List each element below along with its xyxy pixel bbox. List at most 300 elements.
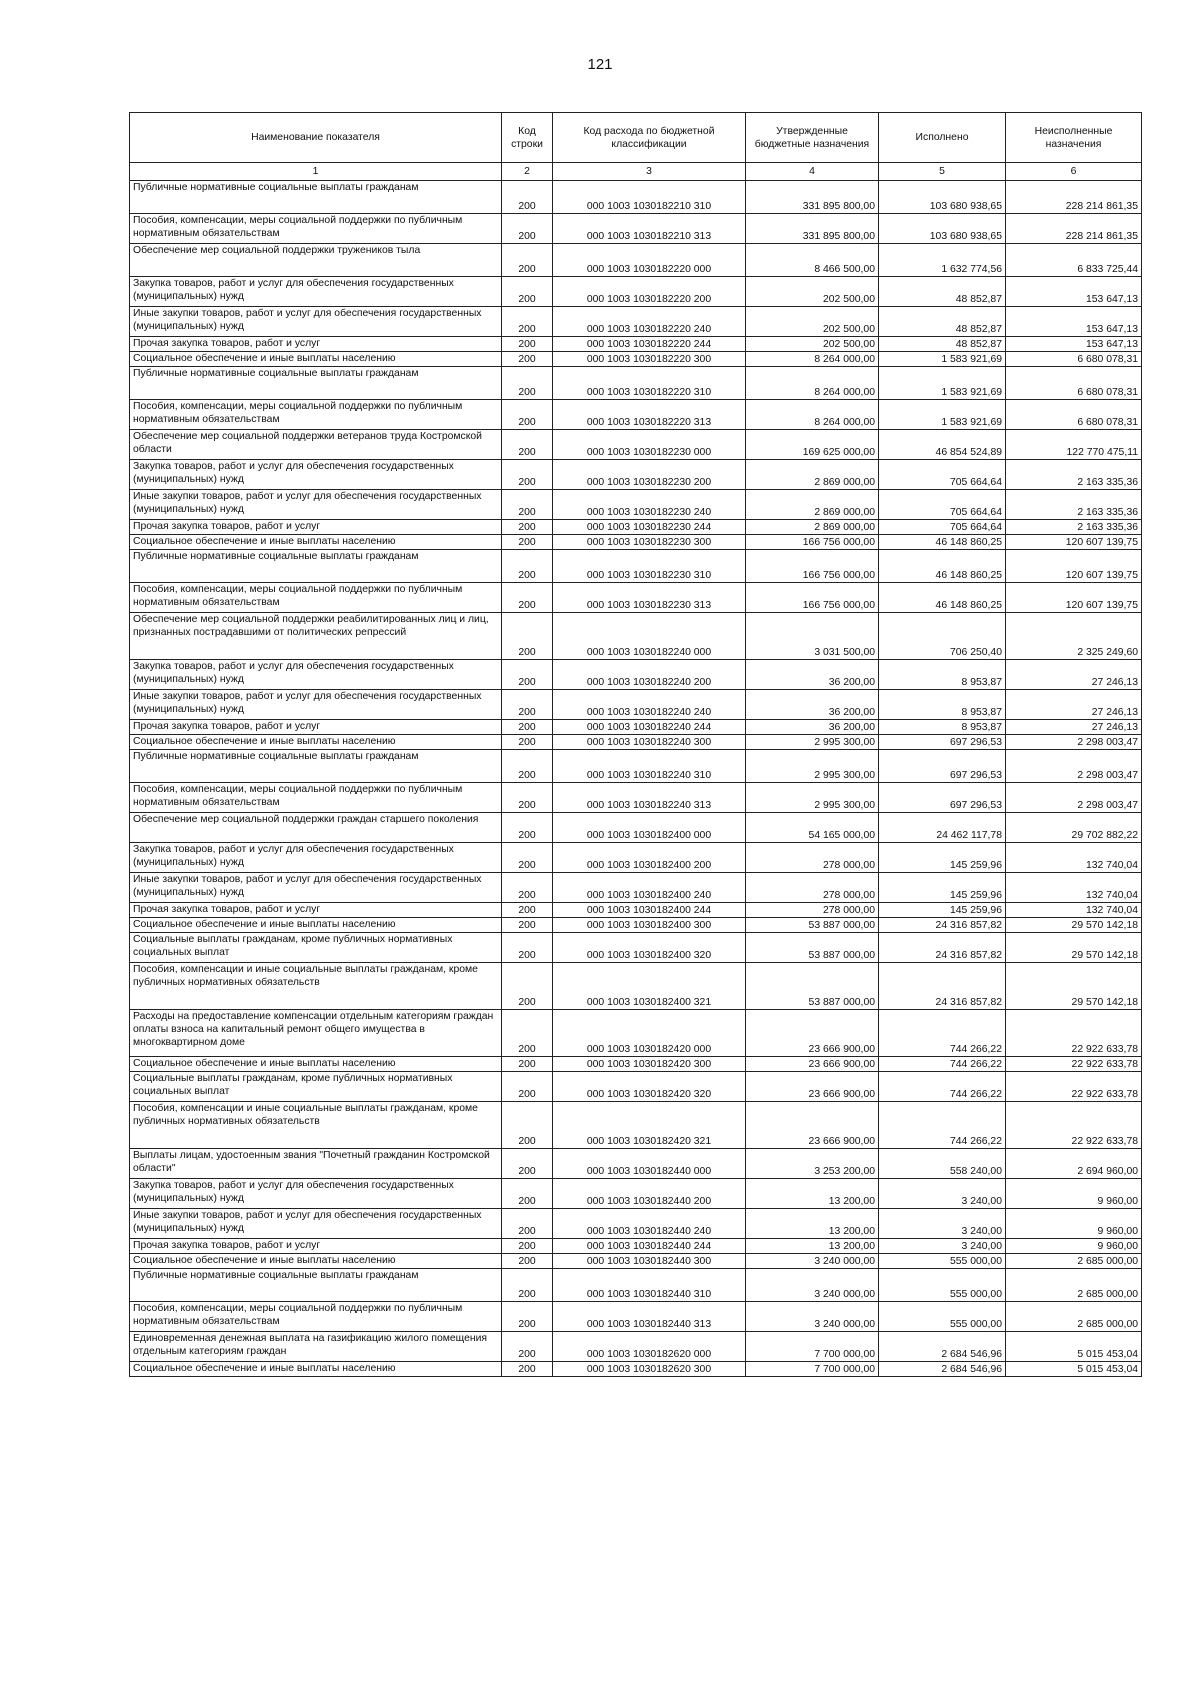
unexecuted-amount: 120 607 139,75 — [1006, 583, 1142, 613]
table-row — [130, 783, 1142, 813]
approved-amount: 23 666 900,00 — [746, 1010, 879, 1057]
line-code: 200 — [502, 1057, 553, 1072]
unexecuted-amount: 22 922 633,78 — [1006, 1102, 1142, 1149]
unexecuted-amount: 2 163 335,36 — [1006, 520, 1142, 535]
budget-code: 000 1003 1030182440 200 — [553, 1179, 746, 1209]
unexecuted-amount: 122 770 475,11 — [1006, 430, 1142, 460]
indicator-name: Социальное обеспечение и иные выплаты населению — [130, 535, 502, 550]
line-code: 200 — [502, 843, 553, 873]
line-code: 200 — [502, 520, 553, 535]
table-row — [130, 520, 1142, 535]
table-row — [130, 963, 1142, 1010]
unexecuted-amount: 27 246,13 — [1006, 690, 1142, 720]
budget-code: 000 1003 1030182400 200 — [553, 843, 746, 873]
approved-amount: 36 200,00 — [746, 690, 879, 720]
budget-code: 000 1003 1030182400 240 — [553, 873, 746, 903]
budget-code: 000 1003 1030182210 313 — [553, 214, 746, 244]
line-code: 200 — [502, 613, 553, 660]
indicator-name: Социальное обеспечение и иные выплаты населению — [130, 1057, 502, 1072]
table-row — [130, 550, 1142, 583]
indicator-name: Социальное обеспечение и иные выплаты населению — [130, 735, 502, 750]
indicator-name: Иные закупки товаров, работ и услуг для обеспечения государственных (муниципальных) нужд — [130, 690, 502, 720]
budget-code: 000 1003 1030182220 313 — [553, 400, 746, 430]
line-code: 200 — [502, 400, 553, 430]
executed-amount: 744 266,22 — [879, 1057, 1006, 1072]
indicator-name: Публичные нормативные социальные выплаты гражданам — [130, 750, 502, 783]
unexecuted-amount: 153 647,13 — [1006, 277, 1142, 307]
unexecuted-amount: 6 680 078,31 — [1006, 367, 1142, 400]
table-row — [130, 918, 1142, 933]
budget-code: 000 1003 1030182420 000 — [553, 1010, 746, 1057]
approved-amount: 23 666 900,00 — [746, 1072, 879, 1102]
budget-code: 000 1003 1030182230 310 — [553, 550, 746, 583]
budget-code: 000 1003 1030182420 320 — [553, 1072, 746, 1102]
budget-code: 000 1003 1030182400 300 — [553, 918, 746, 933]
approved-amount: 202 500,00 — [746, 307, 879, 337]
budget-code: 000 1003 1030182230 244 — [553, 520, 746, 535]
executed-amount: 145 259,96 — [879, 873, 1006, 903]
header-executed: Исполнено — [879, 113, 1006, 163]
unexecuted-amount: 2 298 003,47 — [1006, 750, 1142, 783]
approved-amount: 278 000,00 — [746, 903, 879, 918]
budget-code: 000 1003 1030182440 313 — [553, 1302, 746, 1332]
column-number: 3 — [553, 163, 746, 181]
table-row — [130, 244, 1142, 277]
table-row — [130, 337, 1142, 352]
line-code: 200 — [502, 244, 553, 277]
budget-code: 000 1003 1030182240 244 — [553, 720, 746, 735]
unexecuted-amount: 228 214 861,35 — [1006, 214, 1142, 244]
unexecuted-amount: 2 298 003,47 — [1006, 783, 1142, 813]
line-code: 200 — [502, 1302, 553, 1332]
executed-amount: 46 148 860,25 — [879, 583, 1006, 613]
table-row — [130, 933, 1142, 963]
line-code: 200 — [502, 1209, 553, 1239]
budget-code: 000 1003 1030182230 200 — [553, 460, 746, 490]
unexecuted-amount: 22 922 633,78 — [1006, 1010, 1142, 1057]
table-row — [130, 460, 1142, 490]
budget-code: 000 1003 1030182240 313 — [553, 783, 746, 813]
budget-code: 000 1003 1030182440 000 — [553, 1149, 746, 1179]
indicator-name: Закупка товаров, работ и услуг для обеспечения государственных (муниципальных) нужд — [130, 277, 502, 307]
executed-amount: 705 664,64 — [879, 490, 1006, 520]
unexecuted-amount: 120 607 139,75 — [1006, 550, 1142, 583]
indicator-name: Пособия, компенсации и иные социальные выплаты гражданам, кроме публичных нормативных обязательств — [130, 1102, 502, 1149]
line-code: 200 — [502, 1149, 553, 1179]
indicator-name: Пособия, компенсации, меры социальной поддержки по публичным нормативным обязательствам — [130, 783, 502, 813]
line-code: 200 — [502, 1179, 553, 1209]
indicator-name: Закупка товаров, работ и услуг для обеспечения государственных (муниципальных) нужд — [130, 460, 502, 490]
executed-amount: 705 664,64 — [879, 460, 1006, 490]
executed-amount: 24 316 857,82 — [879, 963, 1006, 1010]
header-name: Наименование показателя — [130, 113, 502, 163]
executed-amount: 8 953,87 — [879, 690, 1006, 720]
unexecuted-amount: 29 570 142,18 — [1006, 933, 1142, 963]
budget-code: 000 1003 1030182400 320 — [553, 933, 746, 963]
table-row — [130, 1362, 1142, 1377]
table-body — [130, 181, 1142, 1377]
executed-amount: 3 240,00 — [879, 1179, 1006, 1209]
approved-amount: 53 887 000,00 — [746, 918, 879, 933]
budget-code: 000 1003 1030182220 244 — [553, 337, 746, 352]
header-row — [130, 113, 1142, 163]
approved-amount: 3 031 500,00 — [746, 613, 879, 660]
approved-amount: 13 200,00 — [746, 1179, 879, 1209]
unexecuted-amount: 6 833 725,44 — [1006, 244, 1142, 277]
header-line-code: Код строки — [502, 113, 553, 163]
column-number: 5 — [879, 163, 1006, 181]
indicator-name: Пособия, компенсации, меры социальной поддержки по публичным нормативным обязательствам — [130, 400, 502, 430]
table-row — [130, 613, 1142, 660]
unexecuted-amount: 5 015 453,04 — [1006, 1362, 1142, 1377]
executed-amount: 706 250,40 — [879, 613, 1006, 660]
column-number: 1 — [130, 163, 502, 181]
line-code: 200 — [502, 918, 553, 933]
budget-code: 000 1003 1030182230 300 — [553, 535, 746, 550]
approved-amount: 23 666 900,00 — [746, 1057, 879, 1072]
approved-amount: 7 700 000,00 — [746, 1332, 879, 1362]
table-row — [130, 1057, 1142, 1072]
executed-amount: 555 000,00 — [879, 1302, 1006, 1332]
executed-amount: 103 680 938,65 — [879, 214, 1006, 244]
executed-amount: 48 852,87 — [879, 277, 1006, 307]
line-code: 200 — [502, 813, 553, 843]
indicator-name: Иные закупки товаров, работ и услуг для обеспечения государственных (муниципальных) нужд — [130, 1209, 502, 1239]
line-code: 200 — [502, 307, 553, 337]
budget-code: 000 1003 1030182240 310 — [553, 750, 746, 783]
line-code: 200 — [502, 583, 553, 613]
table-row — [130, 735, 1142, 750]
unexecuted-amount: 2 298 003,47 — [1006, 735, 1142, 750]
line-code: 200 — [502, 735, 553, 750]
indicator-name: Пособия, компенсации, меры социальной поддержки по публичным нормативным обязательствам — [130, 583, 502, 613]
line-code: 200 — [502, 535, 553, 550]
line-code: 200 — [502, 550, 553, 583]
approved-amount: 53 887 000,00 — [746, 933, 879, 963]
line-code: 200 — [502, 337, 553, 352]
unexecuted-amount: 132 740,04 — [1006, 903, 1142, 918]
unexecuted-amount: 6 680 078,31 — [1006, 352, 1142, 367]
approved-amount: 3 253 200,00 — [746, 1149, 879, 1179]
executed-amount: 744 266,22 — [879, 1010, 1006, 1057]
table-row — [130, 873, 1142, 903]
table-row — [130, 490, 1142, 520]
table-row — [130, 1254, 1142, 1269]
budget-code: 000 1003 1030182420 300 — [553, 1057, 746, 1072]
executed-amount: 46 854 524,89 — [879, 430, 1006, 460]
executed-amount: 3 240,00 — [879, 1209, 1006, 1239]
budget-code: 000 1003 1030182230 313 — [553, 583, 746, 613]
line-code: 200 — [502, 1239, 553, 1254]
approved-amount: 13 200,00 — [746, 1239, 879, 1254]
indicator-name: Пособия, компенсации, меры социальной поддержки по публичным нормативным обязательствам — [130, 1302, 502, 1332]
indicator-name: Закупка товаров, работ и услуг для обеспечения государственных (муниципальных) нужд — [130, 843, 502, 873]
budget-code: 000 1003 1030182240 200 — [553, 660, 746, 690]
approved-amount: 331 895 800,00 — [746, 181, 879, 214]
unexecuted-amount: 132 740,04 — [1006, 843, 1142, 873]
line-code: 200 — [502, 720, 553, 735]
indicator-name: Социальные выплаты гражданам, кроме публичных нормативных социальных выплат — [130, 1072, 502, 1102]
table-row — [130, 903, 1142, 918]
budget-code: 000 1003 1030182220 000 — [553, 244, 746, 277]
indicator-name: Пособия, компенсации, меры социальной поддержки по публичным нормативным обязательствам — [130, 214, 502, 244]
line-code: 200 — [502, 873, 553, 903]
approved-amount: 278 000,00 — [746, 843, 879, 873]
line-code: 200 — [502, 1254, 553, 1269]
approved-amount: 331 895 800,00 — [746, 214, 879, 244]
indicator-name: Публичные нормативные социальные выплаты гражданам — [130, 550, 502, 583]
executed-amount: 46 148 860,25 — [879, 535, 1006, 550]
approved-amount: 36 200,00 — [746, 720, 879, 735]
budget-code: 000 1003 1030182220 200 — [553, 277, 746, 307]
approved-amount: 169 625 000,00 — [746, 430, 879, 460]
budget-code: 000 1003 1030182230 000 — [553, 430, 746, 460]
column-number: 4 — [746, 163, 879, 181]
budget-code: 000 1003 1030182440 240 — [553, 1209, 746, 1239]
indicator-name: Социальное обеспечение и иные выплаты населению — [130, 1254, 502, 1269]
indicator-name: Социальное обеспечение и иные выплаты населению — [130, 918, 502, 933]
approved-amount: 54 165 000,00 — [746, 813, 879, 843]
unexecuted-amount: 6 680 078,31 — [1006, 400, 1142, 430]
executed-amount: 145 259,96 — [879, 903, 1006, 918]
approved-amount: 166 756 000,00 — [746, 535, 879, 550]
column-number: 2 — [502, 163, 553, 181]
table-row — [130, 750, 1142, 783]
budget-code: 000 1003 1030182620 000 — [553, 1332, 746, 1362]
indicator-name: Прочая закупка товаров, работ и услуг — [130, 903, 502, 918]
budget-code: 000 1003 1030182210 310 — [553, 181, 746, 214]
executed-amount: 8 953,87 — [879, 720, 1006, 735]
indicator-name: Прочая закупка товаров, работ и услуг — [130, 720, 502, 735]
table-row — [130, 1072, 1142, 1102]
indicator-name: Прочая закупка товаров, работ и услуг — [130, 337, 502, 352]
line-code: 200 — [502, 963, 553, 1010]
unexecuted-amount: 2 685 000,00 — [1006, 1302, 1142, 1332]
approved-amount: 3 240 000,00 — [746, 1269, 879, 1302]
executed-amount: 24 316 857,82 — [879, 918, 1006, 933]
unexecuted-amount: 9 960,00 — [1006, 1179, 1142, 1209]
table-row — [130, 1269, 1142, 1302]
executed-amount: 145 259,96 — [879, 843, 1006, 873]
line-code: 200 — [502, 660, 553, 690]
executed-amount: 697 296,53 — [879, 750, 1006, 783]
unexecuted-amount: 132 740,04 — [1006, 873, 1142, 903]
budget-code: 000 1003 1030182440 244 — [553, 1239, 746, 1254]
table-row — [130, 690, 1142, 720]
approved-amount: 7 700 000,00 — [746, 1362, 879, 1377]
indicator-name: Публичные нормативные социальные выплаты гражданам — [130, 367, 502, 400]
unexecuted-amount: 22 922 633,78 — [1006, 1057, 1142, 1072]
budget-code: 000 1003 1030182400 321 — [553, 963, 746, 1010]
line-code: 200 — [502, 783, 553, 813]
line-code: 200 — [502, 277, 553, 307]
approved-amount: 2 869 000,00 — [746, 490, 879, 520]
indicator-name: Иные закупки товаров, работ и услуг для обеспечения государственных (муниципальных) нужд — [130, 307, 502, 337]
approved-amount: 2 995 300,00 — [746, 783, 879, 813]
line-code: 200 — [502, 460, 553, 490]
header-unexecuted: Неисполненные назначения — [1006, 113, 1142, 163]
approved-amount: 8 264 000,00 — [746, 400, 879, 430]
budget-code: 000 1003 1030182440 300 — [553, 1254, 746, 1269]
indicator-name: Прочая закупка товаров, работ и услуг — [130, 1239, 502, 1254]
executed-amount: 555 000,00 — [879, 1269, 1006, 1302]
table-row — [130, 307, 1142, 337]
executed-amount: 2 684 546,96 — [879, 1362, 1006, 1377]
unexecuted-amount: 2 694 960,00 — [1006, 1149, 1142, 1179]
unexecuted-amount: 228 214 861,35 — [1006, 181, 1142, 214]
budget-code: 000 1003 1030182240 300 — [553, 735, 746, 750]
approved-amount: 36 200,00 — [746, 660, 879, 690]
approved-amount: 2 869 000,00 — [746, 520, 879, 535]
unexecuted-amount: 153 647,13 — [1006, 307, 1142, 337]
header-budget-code: Код расхода по бюджетной классификации — [553, 113, 746, 163]
executed-amount: 697 296,53 — [879, 735, 1006, 750]
line-code: 200 — [502, 181, 553, 214]
indicator-name: Прочая закупка товаров, работ и услуг — [130, 520, 502, 535]
table-row — [130, 1239, 1142, 1254]
executed-amount: 24 316 857,82 — [879, 933, 1006, 963]
column-number: 6 — [1006, 163, 1142, 181]
budget-code: 000 1003 1030182240 240 — [553, 690, 746, 720]
table-row — [130, 813, 1142, 843]
budget-code: 000 1003 1030182240 000 — [553, 613, 746, 660]
budget-code: 000 1003 1030182420 321 — [553, 1102, 746, 1149]
executed-amount: 103 680 938,65 — [879, 181, 1006, 214]
executed-amount: 48 852,87 — [879, 307, 1006, 337]
table-row — [130, 583, 1142, 613]
indicator-name: Социальное обеспечение и иные выплаты населению — [130, 352, 502, 367]
line-code: 200 — [502, 1362, 553, 1377]
executed-amount: 8 953,87 — [879, 660, 1006, 690]
approved-amount: 202 500,00 — [746, 277, 879, 307]
approved-amount: 13 200,00 — [746, 1209, 879, 1239]
table-row — [130, 277, 1142, 307]
indicator-name: Единовременная денежная выплата на газификацию жилого помещения отдельным категориям граждан — [130, 1332, 502, 1362]
table-row — [130, 1149, 1142, 1179]
executed-amount: 1 583 921,69 — [879, 400, 1006, 430]
indicator-name: Обеспечение мер социальной поддержки ветеранов труда Костромской области — [130, 430, 502, 460]
unexecuted-amount: 2 163 335,36 — [1006, 490, 1142, 520]
table-row — [130, 181, 1142, 214]
budget-code: 000 1003 1030182440 310 — [553, 1269, 746, 1302]
line-code: 200 — [502, 490, 553, 520]
line-code: 200 — [502, 903, 553, 918]
budget-code: 000 1003 1030182220 240 — [553, 307, 746, 337]
line-code: 200 — [502, 1332, 553, 1362]
executed-amount: 705 664,64 — [879, 520, 1006, 535]
table-row — [130, 1302, 1142, 1332]
approved-amount: 3 240 000,00 — [746, 1254, 879, 1269]
line-code: 200 — [502, 933, 553, 963]
line-code: 200 — [502, 352, 553, 367]
table-row — [130, 843, 1142, 873]
executed-amount: 1 583 921,69 — [879, 352, 1006, 367]
indicator-name: Иные закупки товаров, работ и услуг для обеспечения государственных (муниципальных) нужд — [130, 873, 502, 903]
indicator-name: Выплаты лицам, удостоенным звания "Почетный гражданин Костромской области" — [130, 1149, 502, 1179]
approved-amount: 23 666 900,00 — [746, 1102, 879, 1149]
executed-amount: 1 632 774,56 — [879, 244, 1006, 277]
approved-amount: 53 887 000,00 — [746, 963, 879, 1010]
table-row — [130, 720, 1142, 735]
executed-amount: 3 240,00 — [879, 1239, 1006, 1254]
table-row — [130, 352, 1142, 367]
table-row — [130, 367, 1142, 400]
line-code: 200 — [502, 1269, 553, 1302]
approved-amount: 202 500,00 — [746, 337, 879, 352]
approved-amount: 2 995 300,00 — [746, 750, 879, 783]
indicator-name: Пособия, компенсации и иные социальные выплаты гражданам, кроме публичных нормативных обязательств — [130, 963, 502, 1010]
unexecuted-amount: 29 570 142,18 — [1006, 963, 1142, 1010]
budget-code: 000 1003 1030182400 000 — [553, 813, 746, 843]
unexecuted-amount: 9 960,00 — [1006, 1209, 1142, 1239]
budget-execution-table — [129, 112, 1142, 1377]
approved-amount: 2 995 300,00 — [746, 735, 879, 750]
table-row — [130, 214, 1142, 244]
approved-amount: 8 264 000,00 — [746, 352, 879, 367]
budget-code: 000 1003 1030182230 240 — [553, 490, 746, 520]
unexecuted-amount: 9 960,00 — [1006, 1239, 1142, 1254]
line-code: 200 — [502, 690, 553, 720]
line-code: 200 — [502, 1102, 553, 1149]
table-row — [130, 1010, 1142, 1057]
line-code: 200 — [502, 214, 553, 244]
unexecuted-amount: 29 702 882,22 — [1006, 813, 1142, 843]
unexecuted-amount: 2 685 000,00 — [1006, 1254, 1142, 1269]
column-number-row — [130, 163, 1142, 181]
indicator-name: Иные закупки товаров, работ и услуг для обеспечения государственных (муниципальных) нужд — [130, 490, 502, 520]
unexecuted-amount: 29 570 142,18 — [1006, 918, 1142, 933]
executed-amount: 555 000,00 — [879, 1254, 1006, 1269]
indicator-name: Публичные нормативные социальные выплаты гражданам — [130, 1269, 502, 1302]
indicator-name: Обеспечение мер социальной поддержки тружеников тыла — [130, 244, 502, 277]
budget-code: 000 1003 1030182220 310 — [553, 367, 746, 400]
table-row — [130, 535, 1142, 550]
table-row — [130, 660, 1142, 690]
table-row — [130, 1332, 1142, 1362]
indicator-name: Публичные нормативные социальные выплаты гражданам — [130, 181, 502, 214]
indicator-name: Обеспечение мер социальной поддержки граждан старшего поколения — [130, 813, 502, 843]
line-code: 200 — [502, 367, 553, 400]
table-row — [130, 1209, 1142, 1239]
approved-amount: 278 000,00 — [746, 873, 879, 903]
approved-amount: 2 869 000,00 — [746, 460, 879, 490]
approved-amount: 3 240 000,00 — [746, 1302, 879, 1332]
table-row — [130, 1102, 1142, 1149]
unexecuted-amount: 5 015 453,04 — [1006, 1332, 1142, 1362]
line-code: 200 — [502, 1072, 553, 1102]
unexecuted-amount: 153 647,13 — [1006, 337, 1142, 352]
table-row — [130, 430, 1142, 460]
executed-amount: 48 852,87 — [879, 337, 1006, 352]
indicator-name: Расходы на предоставление компенсации отдельным категориям граждан оплаты взноса на капитальный ремонт общего имущества в многоквартирном доме — [130, 1010, 502, 1057]
unexecuted-amount: 2 325 249,60 — [1006, 613, 1142, 660]
header-approved: Утвержденные бюджетные назначения — [746, 113, 879, 163]
executed-amount: 697 296,53 — [879, 783, 1006, 813]
line-code: 200 — [502, 1010, 553, 1057]
unexecuted-amount: 2 163 335,36 — [1006, 460, 1142, 490]
unexecuted-amount: 27 246,13 — [1006, 720, 1142, 735]
budget-code: 000 1003 1030182400 244 — [553, 903, 746, 918]
indicator-name: Обеспечение мер социальной поддержки реабилитированных лиц и лиц, признанных пострадавшими от политических репрессий — [130, 613, 502, 660]
unexecuted-amount: 120 607 139,75 — [1006, 535, 1142, 550]
unexecuted-amount: 22 922 633,78 — [1006, 1072, 1142, 1102]
budget-code: 000 1003 1030182620 300 — [553, 1362, 746, 1377]
approved-amount: 166 756 000,00 — [746, 583, 879, 613]
approved-amount: 8 466 500,00 — [746, 244, 879, 277]
executed-amount: 2 684 546,96 — [879, 1332, 1006, 1362]
executed-amount: 24 462 117,78 — [879, 813, 1006, 843]
indicator-name: Социальное обеспечение и иные выплаты населению — [130, 1362, 502, 1377]
